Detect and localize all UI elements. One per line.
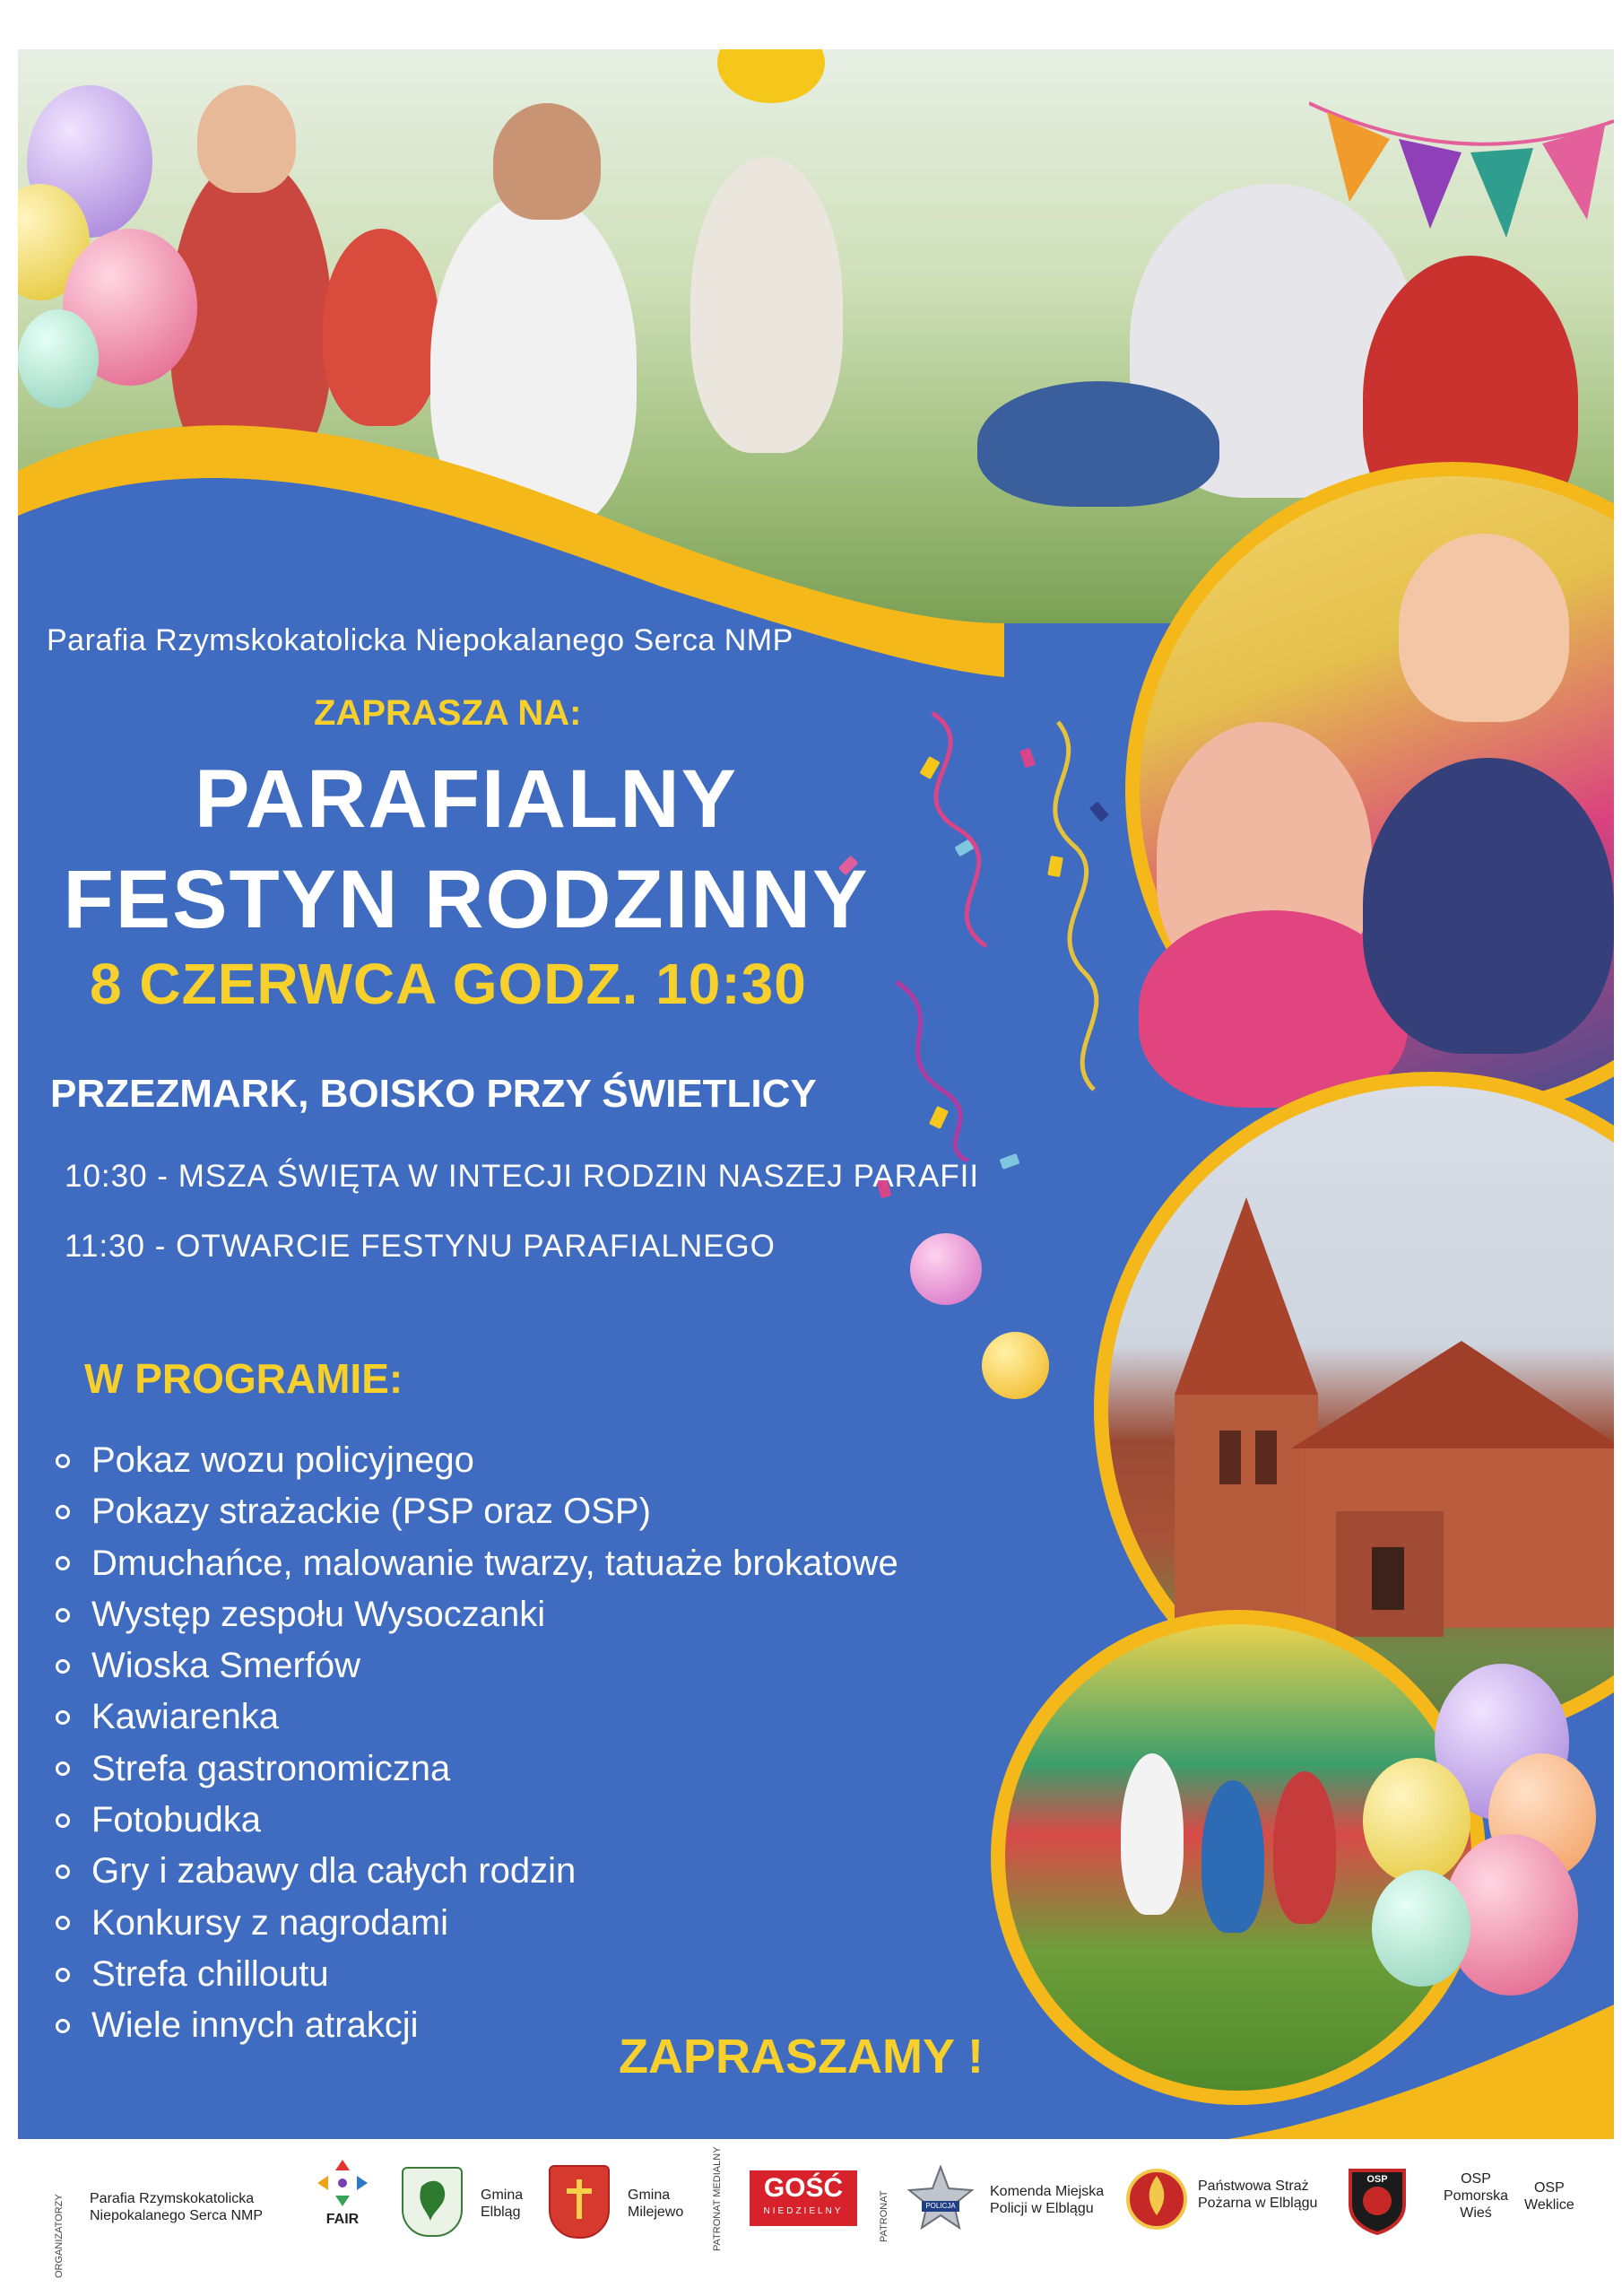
bullet-icon <box>56 1710 70 1725</box>
balloon <box>18 309 99 408</box>
title-line-2: FESTYN RODZINNY <box>63 854 870 945</box>
program-heading: W PROGRAMIE: <box>84 1355 403 1402</box>
gosc-niedzielny-logo: GOŚĆ NIEDZIELNY <box>750 2170 857 2226</box>
program-item: Strefa gastronomiczna <box>56 1744 898 1795</box>
bullet-icon <box>56 1813 70 1828</box>
bullet-icon <box>56 1556 70 1570</box>
gmina-milejewo-crest <box>549 2165 610 2239</box>
bullet-icon <box>56 1505 70 1519</box>
sponsor-parish: Parafia Rzymskokatolicka Niepokalanego Serca NMP <box>90 2191 263 2223</box>
program-list <box>56 1435 898 2052</box>
bullet-icon <box>56 1865 70 1879</box>
adult-figure <box>1363 758 1614 1054</box>
gmina-elblag-crest <box>402 2167 463 2237</box>
crest-icon <box>403 2169 461 2235</box>
program-item: Dmuchańce, malowanie twarzy, tatuaże brokatowe <box>56 1538 898 1589</box>
bullet-icon <box>56 1761 70 1776</box>
title-line-1: PARAFIALNY <box>194 753 739 845</box>
crest-icon <box>551 2167 608 2237</box>
bullet-icon <box>56 1968 70 1982</box>
police-badge: POLICJA <box>907 2165 974 2231</box>
streamers <box>879 695 1148 1161</box>
program-item: Pokazy strażackie (PSP oraz OSP) <box>56 1486 898 1537</box>
decor-orb <box>910 1233 982 1305</box>
sponsor-fire-service: Państwowa Straż Pożarna w Elblągu <box>1198 2179 1318 2211</box>
fair-logo: FAIR <box>316 2158 369 2239</box>
program-item: Pokaz wozu policyjnego <box>56 1435 898 1486</box>
sponsor-gmina-milejewo: Gmina Milejewo <box>628 2187 684 2220</box>
church-building <box>1121 1126 1614 1682</box>
bullet-icon <box>56 2019 70 2033</box>
fair-arrows-icon <box>316 2158 369 2207</box>
event-title <box>63 749 870 950</box>
osp-badge: OSP <box>1345 2165 1409 2235</box>
decor-orb <box>982 1332 1049 1399</box>
bullet-icon <box>56 1916 70 1930</box>
police-star-icon <box>907 2165 974 2231</box>
sponsor-osp-pomorska-wies: OSP Pomorska Wieś <box>1444 2171 1509 2221</box>
program-item: Występ zespołu Wysoczanki <box>56 1589 898 1640</box>
schedule-item: 11:30 - OTWARCIE FESTYNU PARAFIALNEGO <box>65 1229 776 1264</box>
program-item: Konkursy z nagrodami <box>56 1898 898 1949</box>
sponsor-gmina-elblag: Gmina Elbląg <box>481 2187 524 2220</box>
schedule-item: 10:30 - MSZA ŚWIĘTA W INTECJI RODZIN NASZEJ PARAFII <box>65 1159 980 1194</box>
program-item: Wiele innych atrakcji <box>56 2000 898 2051</box>
fire-emblem-icon <box>1124 2163 1189 2235</box>
bullet-icon <box>56 1454 70 1468</box>
program-item: Fotobudka <box>56 1795 898 1846</box>
invite-heading: ZAPRASZA NA: <box>314 693 582 733</box>
bullet-icon <box>56 1608 70 1622</box>
child-figure <box>1273 1771 1336 1924</box>
organizers-label: ORGANIZATORZY <box>54 2194 65 2278</box>
patron-label: PATRONAT <box>879 2190 889 2242</box>
media-patron-label: PATRONAT MEDIALNY <box>712 2146 723 2251</box>
yellow-corner-wave <box>1228 1969 1614 2139</box>
bunting-flags <box>1309 49 1614 300</box>
organizer-name: Parafia Rzymskokatolicka Niepokalanego Serca NMP <box>47 623 794 657</box>
poster <box>18 49 1614 2139</box>
adult-figure <box>1399 534 1569 722</box>
program-item: Strefa chilloutu <box>56 1949 898 2000</box>
fire-service-emblem <box>1124 2163 1189 2235</box>
program-item: Gry i zabawy dla całych rodzin <box>56 1846 898 1897</box>
program-item: Wioska Smerfów <box>56 1640 898 1692</box>
sponsors-footer <box>0 2144 1622 2296</box>
child-figure <box>1121 1753 1184 1915</box>
program-item: Kawiarenka <box>56 1692 898 1743</box>
balloon <box>1363 1758 1470 1883</box>
child-figure <box>1201 1780 1264 1933</box>
event-date: 8 CZERWCA GODZ. 10:30 <box>90 952 807 1016</box>
sponsor-police: Komenda Miejska Policji w Elblągu <box>990 2184 1105 2216</box>
bullet-icon <box>56 1659 70 1674</box>
event-place: PRZEZMARK, BOISKO PRZY ŚWIETLICY <box>50 1072 817 1116</box>
sponsor-osp-weklice: OSP Weklice <box>1524 2180 1574 2213</box>
closing-invite: ZAPRASZAMY ! <box>619 2030 984 2083</box>
